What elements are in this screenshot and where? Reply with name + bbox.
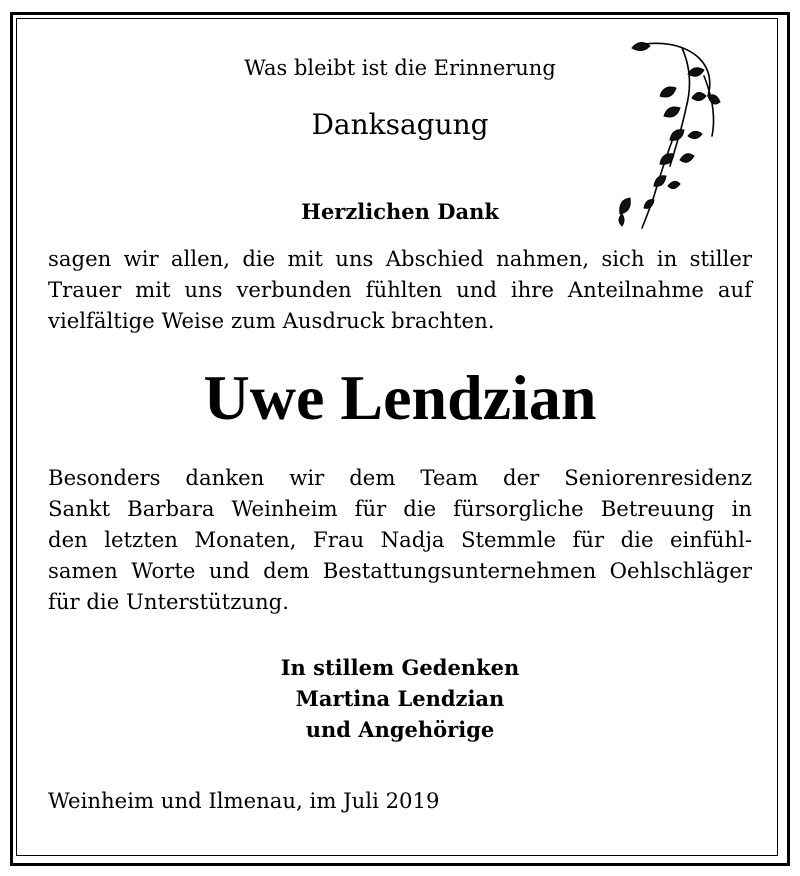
thanks-paragraph [48, 462, 752, 617]
deceased-name: Uwe Lendzian [203, 362, 597, 433]
intro-paragraph [48, 243, 752, 336]
thanks-line: Besonders danken wir dem Team der Seniorenresidenz [48, 465, 752, 490]
thanks-line: samen Worte und dem Bestattungsunternehmen Oehlschläger [48, 558, 752, 583]
thanks-line: den letzten Monaten, Frau Nadja Stemmle für die einfühl- [48, 527, 752, 552]
intro-line: Trauer mit uns verbunden fühlten und ihre Anteilnahme auf [48, 277, 752, 302]
thanks-line: für die Unterstützung. [48, 589, 289, 614]
signature-line: Martina Lendzian [295, 686, 505, 711]
place-date: Weinheim und Ilmenau, im Juli 2019 [48, 788, 440, 813]
signature-line: In stillem Gedenken [280, 655, 520, 680]
thanks-heading: Herzlichen Dank [301, 199, 499, 224]
intro-line: vielfältige Weise zum Ausdruck brachten. [48, 308, 495, 333]
thanks-line: Sankt Barbara Weinheim für die fürsorgliche Betreuung in [48, 496, 752, 521]
intro-line: sagen wir allen, die mit uns Abschied nahmen, sich in stiller [48, 246, 752, 271]
signature-line: und Angehörige [305, 717, 495, 742]
notice-title: Danksagung [311, 108, 489, 141]
motto-text: Was bleibt ist die Erinnerung [244, 56, 556, 80]
